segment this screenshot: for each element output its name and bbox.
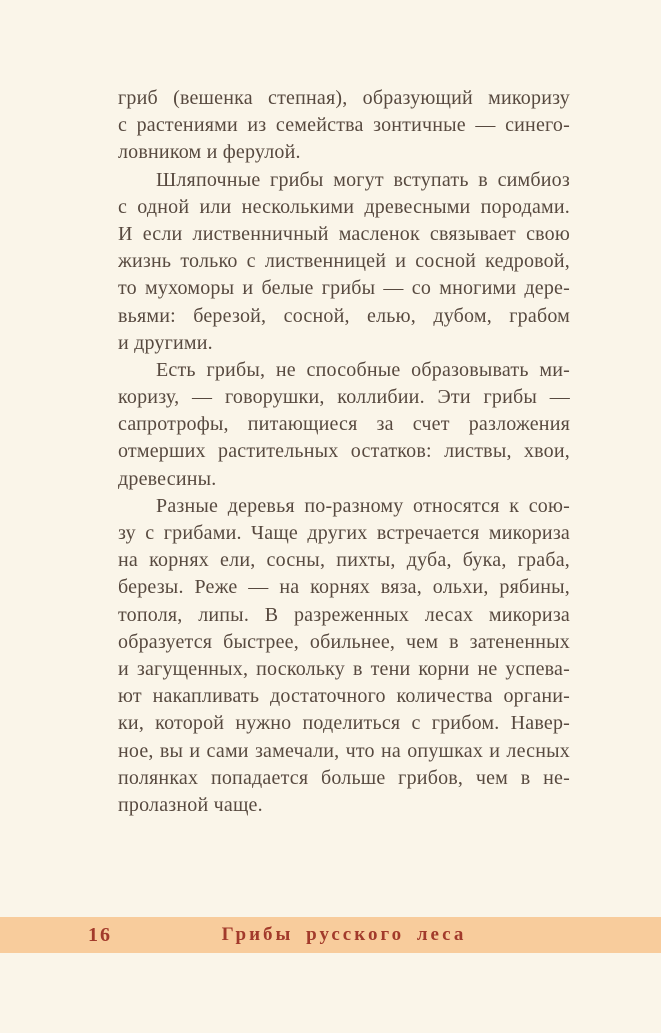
text-line: древесины.: [118, 467, 217, 490]
text-line: с растениями из семейства зонтичные — синего-: [118, 114, 570, 137]
text-line: с одной или несколькими древесными породами.: [118, 195, 570, 218]
paragraph: [118, 167, 570, 357]
page-text: [118, 85, 570, 819]
paragraph: [118, 85, 570, 167]
text-line: сапротрофы, питающиеся за счет разложения: [118, 413, 570, 436]
text-line: жизнь только с лиственницей и сосной кедровой,: [118, 250, 570, 273]
text-line: Есть грибы, не способные образовывать ми-: [156, 358, 570, 381]
text-line: и загущенных, поскольку в тени корни не успева-: [118, 657, 570, 680]
text-line: березы. Реже — на корнях вяза, ольхи, рябины,: [118, 576, 570, 599]
footer-bar: [0, 917, 661, 953]
text-line: полянках попадается больше грибов, чем в не-: [118, 766, 570, 789]
page-number: 16: [88, 924, 112, 946]
paragraph: [118, 357, 570, 493]
text-line: тополя, липы. В разреженных лесах микориза: [118, 603, 570, 626]
text-line: ки, которой нужно поделиться с грибом. Навер-: [118, 712, 570, 735]
text-line: коризу, — говорушки, коллибии. Эти грибы —: [118, 386, 570, 409]
text-line: то мухоморы и белые грибы — со многими дере-: [118, 277, 570, 300]
text-line: зу с грибами. Чаще других встречается микориза: [118, 522, 570, 544]
text-line: на корнях ели, сосны, пихты, дуба, бука, граба,: [118, 549, 570, 572]
text-line: гриб (вешенка степная), образующий микоризу: [118, 87, 570, 109]
text-line: отмерших растительных остатков: листвы, хвои,: [118, 440, 570, 463]
paragraph: [118, 493, 570, 819]
text-line: Шляпочные грибы могут вступать в симбиоз: [156, 168, 570, 191]
text-line: образуется быстрее, обильнее, чем в затененных: [118, 630, 570, 653]
text-line: и другими.: [118, 331, 213, 354]
running-title: Грибы русского леса: [221, 924, 467, 945]
text-line: ют накапливать достаточного количества органи-: [118, 685, 570, 708]
text-line: пролазной чаще.: [118, 793, 263, 816]
text-line: И если лиственничный масленок связывает свою: [118, 222, 570, 245]
text-line: ное, вы и сами замечали, что на опушках и лесных: [118, 739, 570, 762]
text-line: ловником и ферулой.: [118, 141, 301, 164]
text-line: Разные деревья по-разному относятся к сою-: [156, 494, 570, 517]
text-line: вьями: березой, сосной, елью, дубом, грабом: [118, 304, 570, 327]
